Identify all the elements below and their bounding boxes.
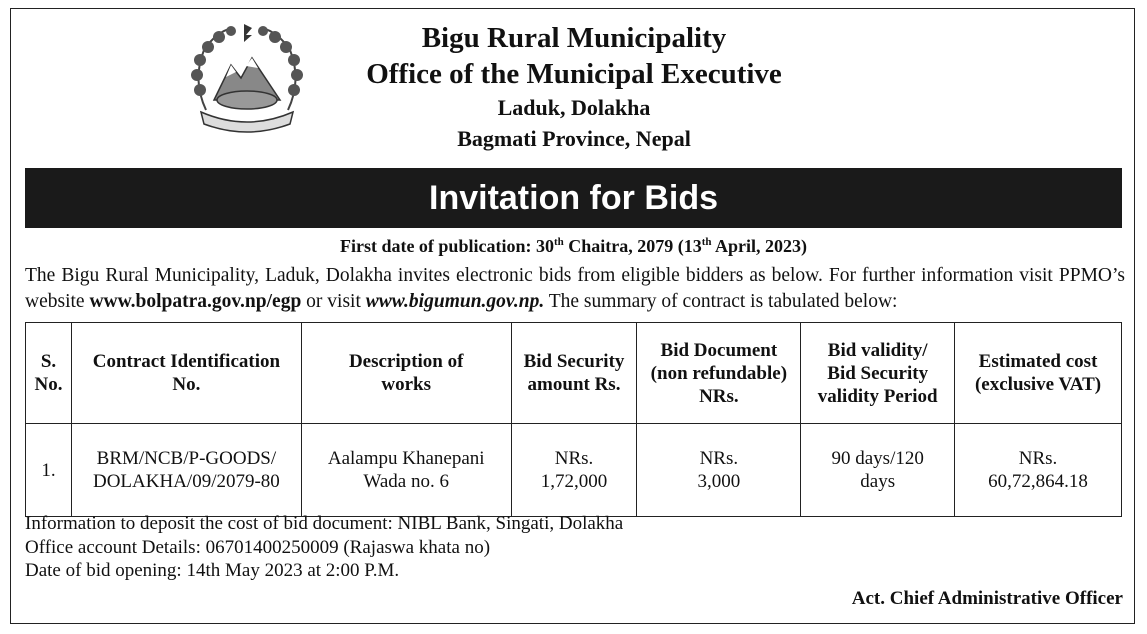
column-header: S. No. bbox=[26, 323, 72, 424]
ppmo-link[interactable]: www.bolpatra.gov.np/egp bbox=[89, 291, 302, 312]
column-header: Description of works bbox=[301, 323, 511, 424]
bids-table bbox=[25, 322, 1122, 517]
table-row bbox=[26, 424, 1122, 517]
table-cell: NRs. 1,72,000 bbox=[511, 424, 637, 517]
notice-header bbox=[300, 20, 848, 154]
nepal-government-emblem-icon bbox=[186, 20, 308, 138]
table-header-row bbox=[26, 323, 1122, 424]
municipality-link[interactable]: www.bigumun.gov.np. bbox=[365, 291, 545, 312]
table-cell: Aalampu Khanepani Wada no. 6 bbox=[301, 424, 511, 517]
table-cell: BRM/NCB/P-GOODS/ DOLAKHA/09/2079-80 bbox=[71, 424, 301, 517]
title-banner: Invitation for Bids bbox=[25, 168, 1122, 228]
signature: Act. Chief Administrative Officer bbox=[851, 588, 1123, 609]
table-cell: NRs. 3,000 bbox=[637, 424, 801, 517]
bid-opening-date: Date of bid opening: 14th May 2023 at 2:00 P.M. bbox=[25, 560, 400, 581]
account-info: Office account Details: 06701400250009 (Rajaswa khata no) bbox=[25, 536, 491, 558]
table-cell: NRs. 60,72,864.18 bbox=[955, 424, 1122, 517]
office-province: Bagmati Province, Nepal bbox=[457, 126, 691, 151]
office-name: Office of the Municipal Executive bbox=[366, 58, 782, 90]
column-header: Contract Identification No. bbox=[71, 323, 301, 424]
footer-info bbox=[25, 512, 623, 583]
intro-paragraph: The Bigu Rural Municipality, Laduk, Dolakha invites electronic bids from eligible bidders as below. For further information visit PPMO’s website www.bolpatra.gov.np/egp or visit www.bigumun.gov.np. The summary of contract is tabulated below: bbox=[25, 265, 1125, 312]
column-header: Bid Document (non refundable) NRs. bbox=[637, 323, 801, 424]
org-name: Bigu Rural Municipality bbox=[421, 22, 727, 54]
bank-info: Information to deposit the cost of bid document: NIBL Bank, Singati, Dolakha bbox=[25, 513, 624, 534]
column-header: Estimated cost (exclusive VAT) bbox=[955, 323, 1122, 424]
column-header: Bid validity/ Bid Security validity Period bbox=[801, 323, 955, 424]
office-location: Laduk, Dolakha bbox=[497, 95, 651, 120]
publication-date: First date of publication: 30th Chaitra, 2079 (13th April, 2023) bbox=[339, 236, 808, 256]
column-header: Bid Security amount Rs. bbox=[511, 323, 637, 424]
table-cell: 90 days/120 days bbox=[801, 424, 955, 517]
table-cell: 1. bbox=[26, 424, 72, 517]
